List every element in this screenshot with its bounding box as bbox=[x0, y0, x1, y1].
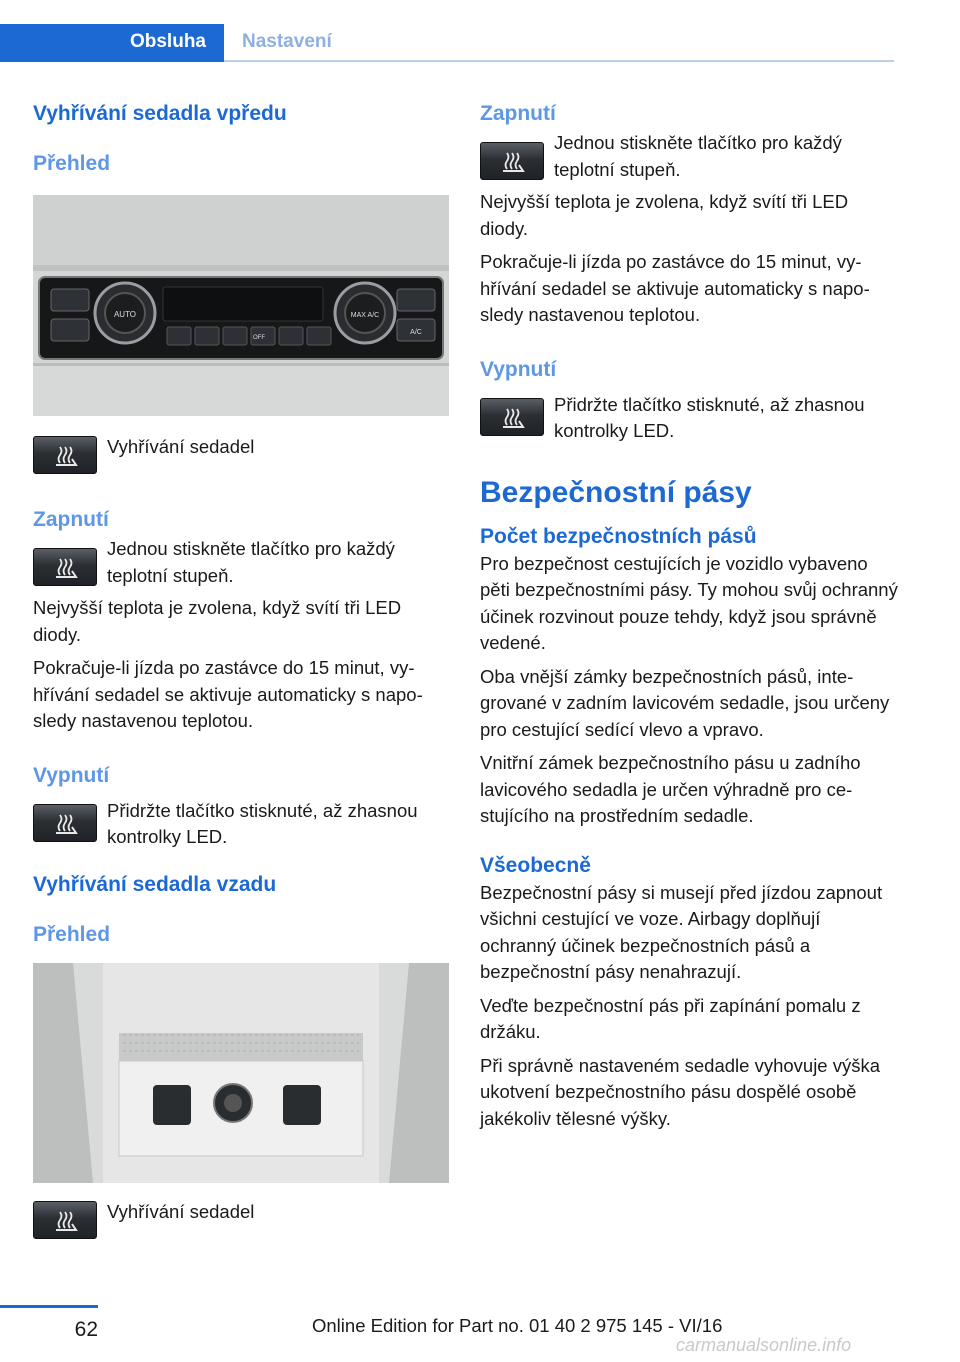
right-column bbox=[480, 100, 900, 1132]
max-ac-label: MAX A/C bbox=[350, 312, 380, 319]
heading-switch-off-right: Vypnutí bbox=[480, 357, 557, 381]
switch-on-row-left bbox=[33, 536, 449, 589]
heading-overview-front: Přehled bbox=[33, 152, 111, 175]
max-temp-text-right: Nejvyšší teplota je zvolena, když svítí tři LED diody. bbox=[480, 191, 849, 239]
watermark: carmanualsonline.info bbox=[676, 1335, 852, 1355]
tab-underline bbox=[224, 60, 894, 62]
heading-belt-count: Počet bezpečnostních pásů bbox=[480, 524, 757, 548]
general-p2: Veďte bezpečnostní pás při zapínání pomalu z držáku. bbox=[480, 994, 861, 1042]
belt-count-p2: Oba vnější zámky bezpečnostních pásů, integrované v zadním lavicovém sedadle, jsou určeny pro cestující sedící vlevo a vpravo. bbox=[480, 665, 890, 740]
rear-console-image bbox=[33, 963, 449, 1183]
climate-panel-illustration bbox=[33, 195, 449, 416]
general-p3: Při správně nastaveném sedadle vyhovuje výška ukotvení bezpečnostního pásu dospělé osobě jakékoliv tělesné výšky. bbox=[480, 1054, 881, 1129]
belt-count-p3: Vnitřní zámek bezpečnostního pásu u zadního lavicového sedadla je určen výhradně pro cestujícího na prostředním sedadle. bbox=[480, 752, 861, 826]
belt-count-p1: Pro bezpečnost cestujících je vozidlo vybaveno pěti bezpečnostními pásy. Ty mohou svůj ochranný účinek rozvinout pouze tehdy, když jsou správně vedené. bbox=[480, 552, 898, 653]
front-climate-panel-image bbox=[33, 195, 449, 416]
tab-obsluha[interactable]: Obsluha bbox=[0, 24, 224, 62]
heading-overview-rear: Přehled bbox=[33, 922, 111, 946]
switch-on-text-right: Jednou stiskněte tlačítko pro každý teplotní stupeň. bbox=[554, 132, 842, 180]
switch-on-text-left: Jednou stiskněte tlačítko pro každý teplotní stupeň. bbox=[107, 538, 395, 586]
auto-label: AUTO bbox=[113, 310, 137, 319]
heading-front-seat-heating: Vyhřívání sedadla vpředu bbox=[33, 102, 287, 125]
heading-seat-belts: Bezpečnostní pásy bbox=[480, 475, 752, 509]
continue-text-left: Pokračuje-li jízda po zastávce do 15 minut, vyhřívání sedadel se aktivuje automaticky s naposledy nastavenou teplotou. bbox=[33, 657, 423, 731]
photo2-caption: Vyhřívání sedadel bbox=[107, 1200, 255, 1222]
general-p1: Bezpečnostní pásy si musejí před jízdou zapnout všichni cestující ve voze. Airbagy doplňují ochranný účinek bezpečnostních pásů a bezpečnostní pásy nenahrazují. bbox=[480, 881, 883, 982]
seat-heating-icon bbox=[33, 548, 97, 586]
photo1-caption: Vyhřívání sedadel bbox=[107, 436, 255, 457]
tab-nastaveni[interactable]: Nastavení bbox=[242, 31, 332, 52]
footer-line bbox=[0, 1305, 98, 1308]
switch-off-text-left: Přidržte tlačítko stisknuté, až zhasnou kontrolky LED. bbox=[107, 799, 418, 847]
switch-off-row-left bbox=[33, 798, 449, 851]
ac-label: A/C bbox=[410, 329, 422, 336]
switch-on-row-right bbox=[480, 130, 900, 183]
heading-general: Všeobecně bbox=[480, 853, 591, 877]
seat-heating-icon bbox=[480, 142, 544, 180]
heading-switch-off-left: Vypnutí bbox=[33, 763, 110, 787]
continue-text-right: Pokračuje-li jízda po zastávce do 15 minut, vyhřívání sedadel se aktivuje automaticky s naposledy nastavenou teplotou. bbox=[480, 251, 870, 325]
heading-switch-on-left: Zapnutí bbox=[33, 508, 109, 531]
edition-text: Online Edition for Part no. 01 40 2 975 145 - VI/16 bbox=[312, 1315, 723, 1336]
switch-off-text-right: Přidržte tlačítko stisknuté, až zhasnou kontrolky LED. bbox=[554, 393, 865, 441]
seat-heating-icon bbox=[480, 398, 544, 436]
heading-rear-seat-heating: Vyhřívání sedadla vzadu bbox=[33, 872, 277, 896]
seat-heating-icon bbox=[33, 1201, 97, 1239]
rear-console-illustration bbox=[33, 963, 449, 1183]
seat-heating-icon bbox=[33, 436, 97, 474]
off-label: OFF bbox=[253, 335, 265, 341]
heading-switch-on-right: Zapnutí bbox=[480, 102, 556, 125]
page-number: 62 bbox=[74, 1318, 98, 1341]
max-temp-text-left: Nejvyšší teplota je zvolena, když svítí tři LED diody. bbox=[33, 597, 402, 645]
left-column bbox=[33, 100, 449, 1251]
caption-row-front bbox=[33, 434, 449, 486]
caption-row-rear bbox=[33, 1199, 449, 1251]
header-tabs bbox=[0, 24, 894, 62]
seat-heating-icon bbox=[33, 804, 97, 842]
switch-off-row-right bbox=[480, 392, 900, 445]
